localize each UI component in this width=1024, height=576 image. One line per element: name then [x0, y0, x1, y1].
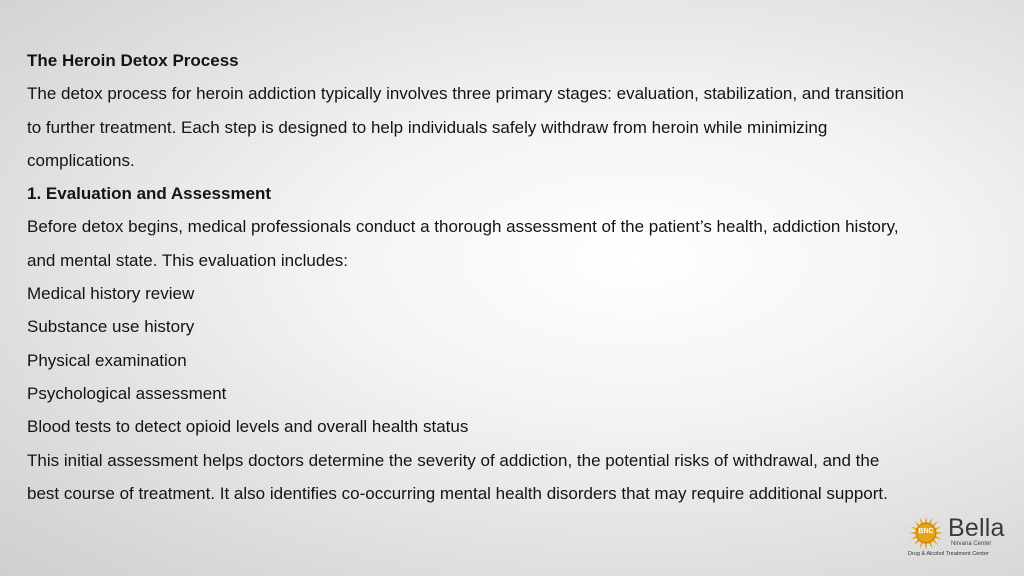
sun-ray [925, 516, 927, 523]
closing-paragraph-line-1: This initial assessment helps doctors determine the severity of addiction, the potential risks of withdrawal, and the [27, 450, 880, 470]
logo-tagline: Drug & Alcohol Treatment Center [908, 551, 989, 557]
intro-line-2: to further treatment. Each step is designed to help individuals safely withdraw from heroin while minimizing [27, 117, 828, 137]
section-paragraph-line-2: and mental state. This evaluation includes: [27, 250, 348, 270]
list-item: Substance use history [27, 317, 195, 337]
logo-brand: Bella [948, 514, 1005, 542]
closing-paragraph-line-2: best course of treatment. It also identifies co-occurring mental health disorders that may require additional support. [27, 483, 888, 503]
list-item: Psychological assessment [27, 383, 227, 403]
slide-title: The Heroin Detox Process [27, 51, 239, 70]
slide-content [27, 44, 1002, 510]
sun-ray [925, 543, 927, 550]
section-paragraph-line-1: Before detox begins, medical professionals conduct a thorough assessment of the patient’s health, addiction history, [27, 217, 899, 237]
bella-nirvana-logo [906, 514, 1022, 562]
intro-line-1: The detox process for heroin addiction typically involves three primary stages: evaluation, stabilization, and transition [27, 84, 904, 104]
list-item: Physical examination [27, 350, 187, 370]
logo-subtitle: Nirvana Center [951, 541, 992, 547]
logo-emblem-text: BNC [918, 528, 934, 535]
section-heading: 1. Evaluation and Assessment [27, 184, 272, 204]
intro-line-3: complications. [27, 150, 135, 170]
list-item: Medical history review [27, 284, 195, 304]
list-item: Blood tests to detect opioid levels and overall health status [27, 417, 469, 437]
